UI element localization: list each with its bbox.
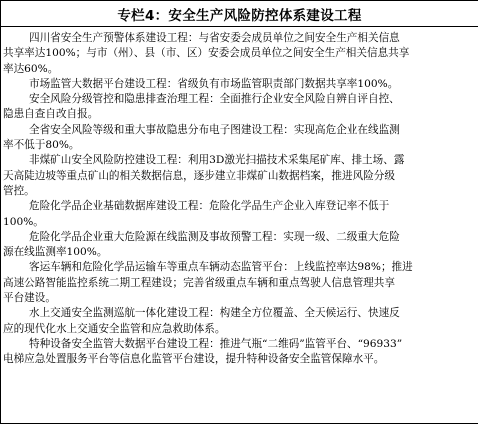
paragraph-line: 平台建设。	[3, 292, 56, 305]
paragraph-line: 安全风险分级管控和隐患排查治理工程：全面推行企业安全风险自辨自评自控、	[29, 93, 400, 106]
paragraph-risk-distribution-map	[3, 123, 478, 154]
paragraph-line: 高速公路智能监控系统二期工程建设；完善省级重点车辆和重点驾驶人信息管理共享	[3, 276, 395, 289]
paragraph-line: 电梯应急处置服务平台等信息化监管平台建设，提升特种设备安全监管保障水平。	[3, 353, 385, 366]
paragraph-line: 特种设备安全监管大数据平台建设工程：推进气瓶“二维码”监管平台、“96933”	[29, 337, 403, 350]
paragraph-special-equipment	[3, 337, 478, 368]
paragraph-line: 全省安全风险等级和重大事故隐患分布电子图建设工程：实现高危企业在线监测	[29, 123, 400, 136]
paragraph-line: 危险化学品企业基础数据库建设工程：危险化学品生产企业入库登记率不低于	[29, 200, 390, 213]
paragraph-hazchem-database	[3, 199, 478, 230]
paragraph-major-hazard-monitoring	[3, 230, 478, 261]
paragraph-non-coal-mine	[3, 153, 478, 199]
paragraph-line: 市场监管大数据平台建设工程：省级负有市场监管职责部门数据共享率100%。	[29, 77, 399, 90]
paragraph-provincial-warning-system	[3, 31, 478, 77]
paragraph-risk-control-hazard-inspection	[3, 92, 478, 123]
paragraph-line: 率不低于80%。	[3, 139, 80, 152]
paragraph-line: 天高陡边坡等重点矿山的相关数据信息，逐步建立非煤矿山数据档案，推进风险分级	[3, 169, 395, 182]
paragraph-line: 非煤矿山安全风险防控建设工程：利用3D激光扫描技术采集尾矿库、排土场、露	[29, 154, 405, 167]
paragraph-vehicle-monitoring	[3, 260, 478, 306]
paragraph-market-regulation-platform	[3, 77, 478, 92]
paragraph-line: 危险化学品企业重大危险源在线监测及事故预警工程：实现一级、二级重大危险	[29, 230, 400, 243]
paragraph-line: 隐患自查自改自报。	[3, 108, 99, 121]
paragraph-line: 应的现代化水上交通安全监管和应急救助体系。	[3, 322, 226, 335]
box-title: 专栏4：安全生产风险防控体系建设工程	[1, 1, 478, 27]
paragraph-line: 源在线监测率100%。	[3, 246, 108, 259]
paragraph-line: 四川省安全生产预警体系建设工程：与省安委会成员单位之间安全生产相关信息	[29, 32, 400, 44]
paragraph-line: 共享率达100%；与市（州）、县（市、区）安委会成员单位之间安全生产相关信息共享	[3, 47, 410, 60]
box-content	[1, 27, 478, 368]
paragraph-line: 率达60%。	[3, 62, 59, 75]
paragraph-line: 100%。	[3, 215, 44, 228]
paragraph-line: 管控。	[3, 184, 35, 197]
paragraph-water-traffic	[3, 306, 478, 337]
paragraph-line: 水上交通安全监测巡航一体化建设工程：构建全方位覆盖、全天候运行、快速反	[29, 307, 400, 320]
paragraph-line: 客运车辆和危险化学品运输车等重点车辆动态监管平台：上线监控率达98%；推进	[29, 261, 413, 274]
